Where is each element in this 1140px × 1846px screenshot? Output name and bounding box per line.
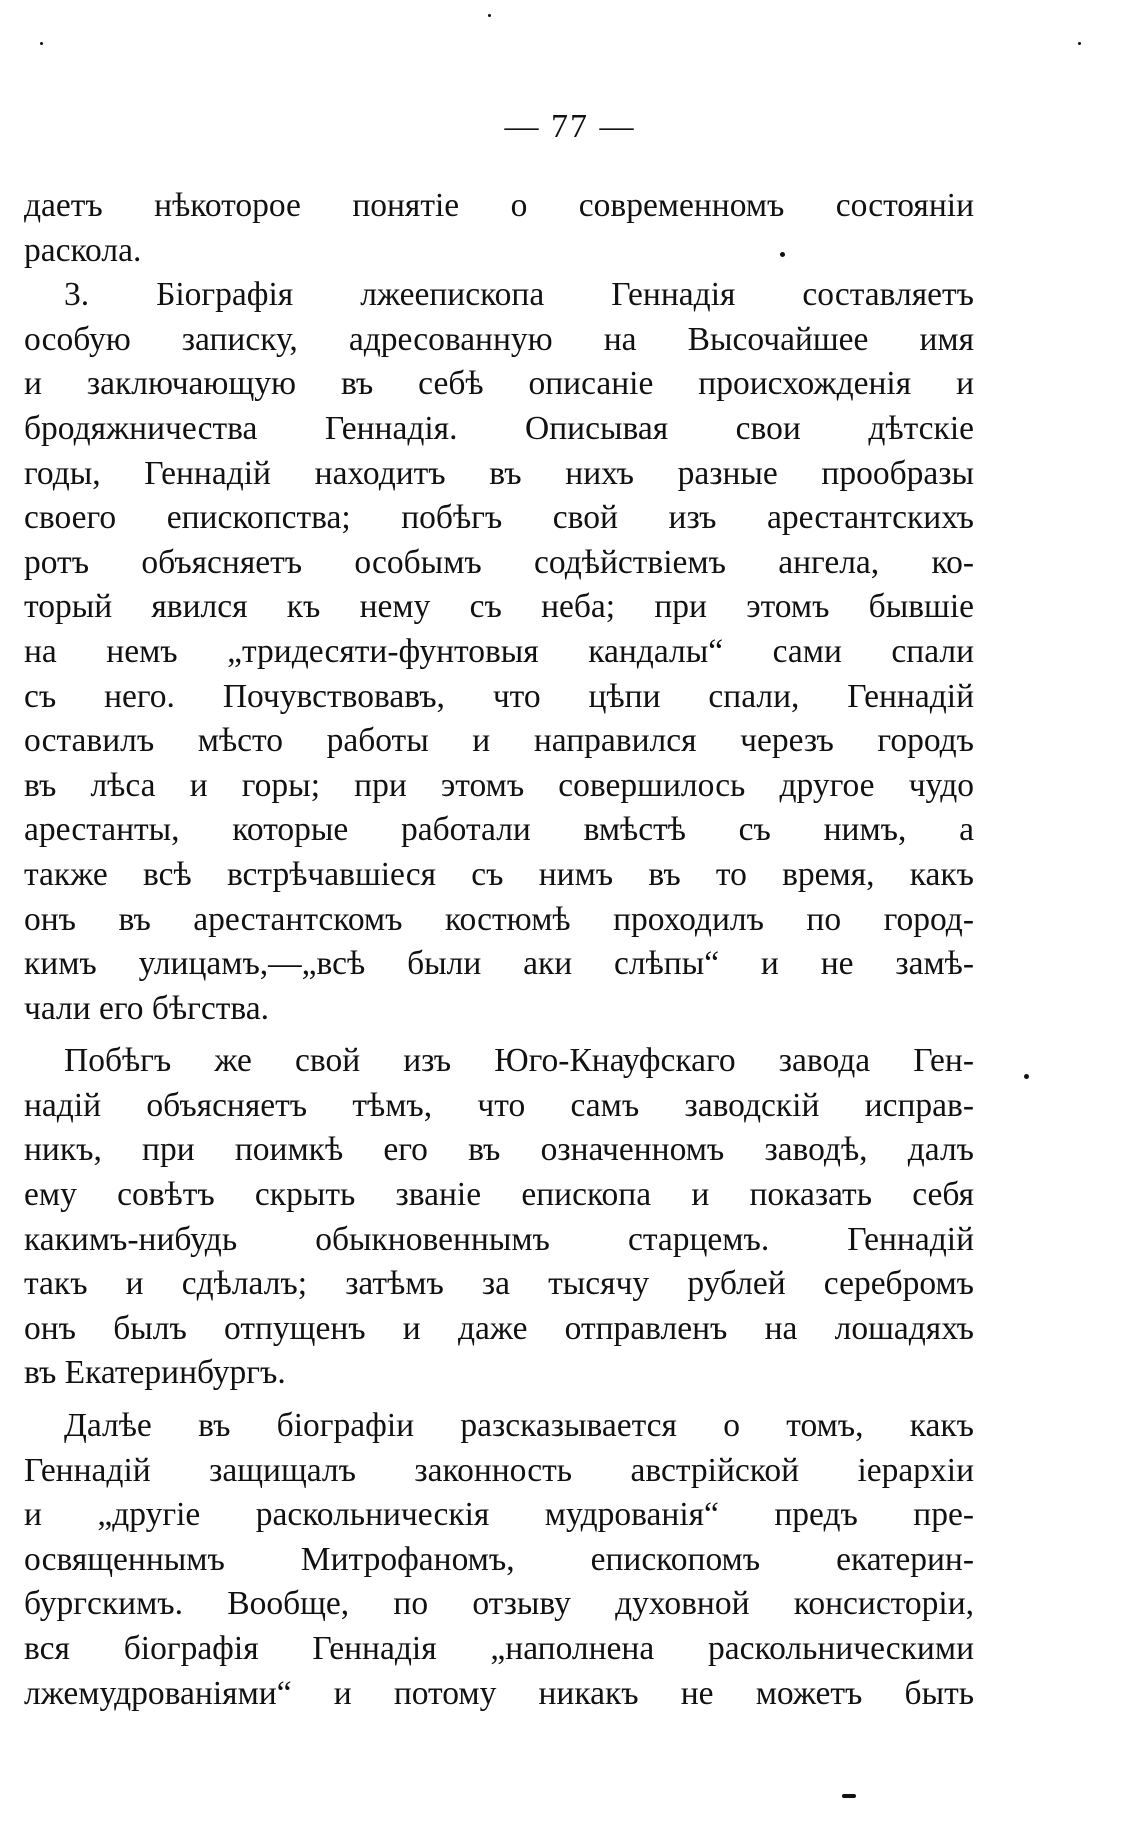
scan-speck (40, 42, 43, 45)
text-line: своего епископства; побѣгъ свой изъ арестантскихъ (24, 499, 974, 537)
text-line: и „другіе раскольническія мудрованія“ предъ пре- (24, 1496, 974, 1534)
text-line: онъ въ арестантскомъ костюмѣ проходилъ по город- (24, 900, 974, 938)
text-line: бродяжничества Геннадія. Описывая свои дѣтскіе (24, 409, 974, 447)
text-line: кимъ улицамъ,—„всѣ были аки слѣпы“ и не замѣ- (24, 945, 974, 983)
text-line: Далѣе въ біографіи разсказывается о томъ, какъ (64, 1407, 974, 1445)
scan-speck (1024, 1074, 1029, 1079)
scan-speck (780, 252, 785, 257)
text-line: вся біографія Геннадія „наполнена раскольническими (24, 1630, 974, 1667)
text-line: ему совѣтъ скрыть званіе епископа и показать себя (24, 1176, 974, 1214)
text-line: освященнымъ Митрофаномъ, епископомъ екатерин- (24, 1540, 974, 1578)
page-number: — 77 — (504, 108, 636, 145)
text-line: чали его бѣгства. (24, 989, 270, 1027)
paragraph (24, 1039, 974, 1396)
text-line: лжемудрованіями“ и потому никакъ не можетъ быть (24, 1674, 974, 1712)
text-line: раскола. (24, 231, 142, 269)
paragraph (24, 273, 974, 1031)
text-line: арестанты, которые работали вмѣстѣ съ нимъ, а (24, 811, 974, 849)
paragraph (24, 184, 974, 273)
text-line: никъ, при поимкѣ его въ означенномъ заводѣ, далъ (24, 1131, 974, 1169)
text-line: Геннадій защищалъ законность австрійской іерархіи (24, 1451, 974, 1489)
text-line: также всѣ встрѣчавшіеся съ нимъ въ то время, какъ (24, 855, 974, 893)
text-line: даетъ нѣкоторое понятіе о современномъ состояніи (24, 187, 974, 224)
text-line: на немъ „тридесяти-фунтовыя кандалы“ сами спали (24, 632, 974, 670)
text-line: бургскимъ. Вообще, по отзыву духовной консисторіи, (24, 1585, 974, 1623)
scan-speck (842, 1794, 856, 1798)
text-line: и заключающую въ себѣ описаніе происхожденія и (24, 365, 974, 403)
text-line: въ лѣса и горы; при этомъ совершилось другое чудо (24, 766, 974, 804)
text-line: какимъ-нибудь обыкновеннымъ старцемъ. Геннадій (24, 1220, 974, 1258)
text-line: надій объясняетъ тѣмъ, что самъ заводскій исправ- (24, 1086, 974, 1124)
text-line: такъ и сдѣлалъ; затѣмъ за тысячу рублей серебромъ (24, 1265, 974, 1303)
paragraph (24, 1404, 974, 1716)
text-line: въ Екатеринбургъ. (24, 1354, 286, 1392)
text-line: 3. Біографія лжеепископа Геннадія составляетъ (64, 276, 974, 314)
text-line: торый явился къ нему съ неба; при этомъ бывшіе (24, 588, 974, 626)
page-text (24, 184, 974, 1716)
text-line: онъ былъ отпущенъ и даже отправленъ на лошадяхъ (24, 1309, 974, 1347)
text-line: ротъ объясняетъ особымъ содѣйствіемъ ангела, ко- (24, 543, 974, 581)
text-line: Побѣгъ же свой изъ Юго-Кнауфскаго завода Ген- (64, 1042, 974, 1080)
text-line: особую записку, адресованную на Высочайшее имя (24, 320, 974, 358)
text-line: оставилъ мѣсто работы и направился черезъ городъ (24, 722, 974, 760)
scan-speck (488, 14, 491, 17)
text-line: съ него. Почувствовавъ, что цѣпи спали, Геннадій (24, 677, 974, 715)
scan-speck (1078, 42, 1081, 45)
text-line: годы, Геннадій находитъ въ нихъ разные прообразы (24, 454, 974, 492)
